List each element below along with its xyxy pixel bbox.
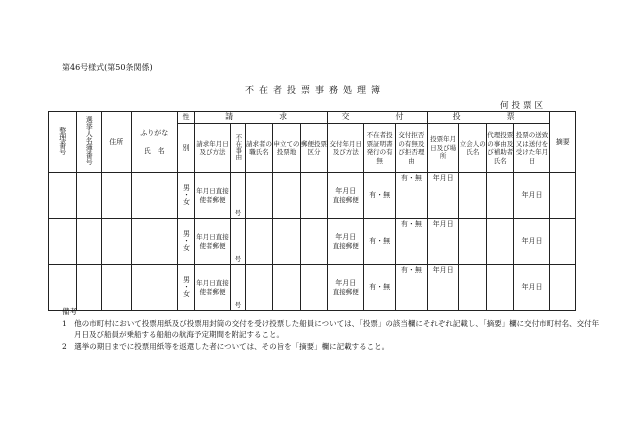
cell-name	[131, 219, 178, 265]
header-name	[131, 112, 178, 173]
cell-umu: 有・無	[364, 219, 396, 265]
cell-dairi	[486, 265, 514, 311]
header-fuzaisha-tohyo: 不在者投票証明書発行の有無	[364, 124, 396, 173]
cell-kofu-method: 直接郵便	[332, 287, 359, 296]
cell-seikyusha	[245, 219, 273, 265]
header-moushitate: 申立ての投票地	[273, 124, 301, 173]
cell-soufu: 年月日	[514, 219, 550, 265]
header-tekiyo: 摘要	[550, 112, 576, 173]
header-tachiainin: 立会人の氏名	[459, 124, 487, 173]
cell-tohyo-date: 年月日	[432, 266, 454, 274]
register-table	[48, 111, 576, 311]
header-jusho: 住所	[101, 112, 131, 173]
cell-tachiainin	[459, 219, 487, 265]
header-furigana: ふりがな	[140, 128, 169, 137]
cell-seikyusha	[245, 173, 273, 219]
cell-tekiyo	[550, 265, 576, 311]
cell-sex: 男・女	[178, 265, 195, 311]
table-row	[49, 219, 576, 265]
cell-kyohi	[396, 219, 428, 265]
cell-umu: 有・無	[364, 265, 396, 311]
cell-kyohi	[396, 173, 428, 219]
cell-tohyo	[427, 173, 459, 219]
header-kofu-nengappi: 交付年月日及び方法	[328, 124, 364, 173]
group-seikyu: 請 求	[194, 112, 327, 124]
header-seikyu-nengappi: 請求年月日及び方法	[194, 124, 230, 173]
cell-senkyo	[76, 219, 101, 265]
cell-gou: 号	[234, 208, 242, 217]
cell-sex: 男・女	[178, 173, 195, 219]
cell-tekiyo	[550, 219, 576, 265]
cell-gou: 号	[234, 254, 242, 263]
note-item: 2 選挙の期日までに投票用紙等を返還した者については、その旨を「摘要」欄に記載すること。	[62, 341, 390, 351]
cell-yubin-kubun	[300, 173, 328, 219]
cell-jusho	[101, 219, 131, 265]
cell-senkyo	[76, 265, 101, 311]
cell-fuzai-jiyu	[230, 219, 245, 265]
group-tohyo: 投 票	[427, 112, 550, 124]
cell-seikyu: 年月日直接使者郵便	[194, 173, 230, 219]
cell-kofu-date: 年月日	[335, 186, 357, 195]
cell-tohyo-date: 年月日	[432, 174, 454, 182]
cell-senkyo	[76, 173, 101, 219]
cell-fuzai-jiyu	[230, 173, 245, 219]
header-seikyusha: 請求者の職氏名	[245, 124, 273, 173]
cell-fuzai-jiyu	[230, 265, 245, 311]
note-item: 1 他の市町村において投票用紙及び投票用封筒の交付を受け投票した船員については、「投票」の該当欄にそれぞれ記載し、「摘要」欄に交付市町村名、交付年月日及び船員が乗船する船舶の航海予定期間を附記すること。	[62, 318, 600, 339]
cell-tohyo	[427, 219, 459, 265]
cell-umu: 有・無	[364, 173, 396, 219]
cell-tachiainin	[459, 173, 487, 219]
cell-jusho	[101, 173, 131, 219]
cell-kyohi	[396, 265, 428, 311]
cell-moushitate	[273, 219, 301, 265]
table-row	[49, 265, 576, 311]
cell-kofu-date: 年月日	[335, 278, 357, 287]
header-tohyo-nengappi: 投票年月日及び場所	[427, 124, 459, 173]
document-title: 不在者投票事務処理簿	[244, 86, 385, 96]
cell-kyohi-value: 有・無	[400, 266, 422, 274]
cell-name	[131, 173, 178, 219]
cell-seiri	[49, 265, 77, 311]
header-senkyo: 選挙人名簿番号	[76, 112, 101, 173]
cell-soufu: 年月日	[514, 173, 550, 219]
header-seiri: 整理番号	[49, 112, 77, 173]
cell-name	[131, 265, 178, 311]
cell-tekiyo	[550, 173, 576, 219]
cell-kofu-date: 年月日	[335, 232, 357, 241]
cell-seiri	[49, 173, 77, 219]
header-sei: 性	[178, 112, 195, 124]
cell-dairi	[486, 219, 514, 265]
header-fuzai-jiyu: 不在事由	[230, 124, 245, 173]
cell-kofu-method: 直接郵便	[332, 241, 359, 250]
cell-kofu	[328, 173, 364, 219]
district-label: 何投票区	[500, 101, 547, 111]
cell-kofu	[328, 219, 364, 265]
cell-moushitate	[273, 265, 301, 311]
cell-seikyusha	[245, 265, 273, 311]
cell-sex: 男・女	[178, 219, 195, 265]
notes-section	[62, 306, 602, 352]
cell-kyohi-value: 有・無	[400, 174, 422, 182]
cell-tachiainin	[459, 265, 487, 311]
cell-seikyu: 年月日直接使者郵便	[194, 265, 230, 311]
notes-heading: 備考	[62, 307, 77, 316]
header-yubin-kubun: 郵便投票区分	[300, 124, 328, 173]
cell-kofu	[328, 265, 364, 311]
header-tohyo-soufu: 投票の送致又は送付を受けた年月日	[514, 124, 550, 173]
header-kofu-kyohi: 交付拒否の有無及び拒否理由	[396, 124, 428, 173]
cell-gou: 号	[234, 300, 242, 309]
cell-yubin-kubun	[300, 219, 328, 265]
cell-dairi	[486, 173, 514, 219]
table-row	[49, 173, 576, 219]
cell-kofu-method: 直接郵便	[332, 195, 359, 204]
group-kofu: 交 付	[328, 112, 427, 124]
cell-jusho	[101, 265, 131, 311]
header-shimei: 氏 名	[143, 146, 165, 155]
cell-tohyo	[427, 265, 459, 311]
cell-kyohi-value: 有・無	[400, 220, 422, 228]
cell-yubin-kubun	[300, 265, 328, 311]
cell-seiri	[49, 219, 77, 265]
cell-moushitate	[273, 173, 301, 219]
header-betsu: 別	[178, 124, 195, 173]
cell-soufu: 年月日	[514, 265, 550, 311]
form-number-label: 第46号様式(第50条関係)	[62, 63, 153, 72]
cell-tohyo-date: 年月日	[432, 220, 454, 228]
cell-seikyu: 年月日直接使者郵便	[194, 219, 230, 265]
header-dairi: 代理投票の事由及び補助者氏名	[486, 124, 514, 173]
